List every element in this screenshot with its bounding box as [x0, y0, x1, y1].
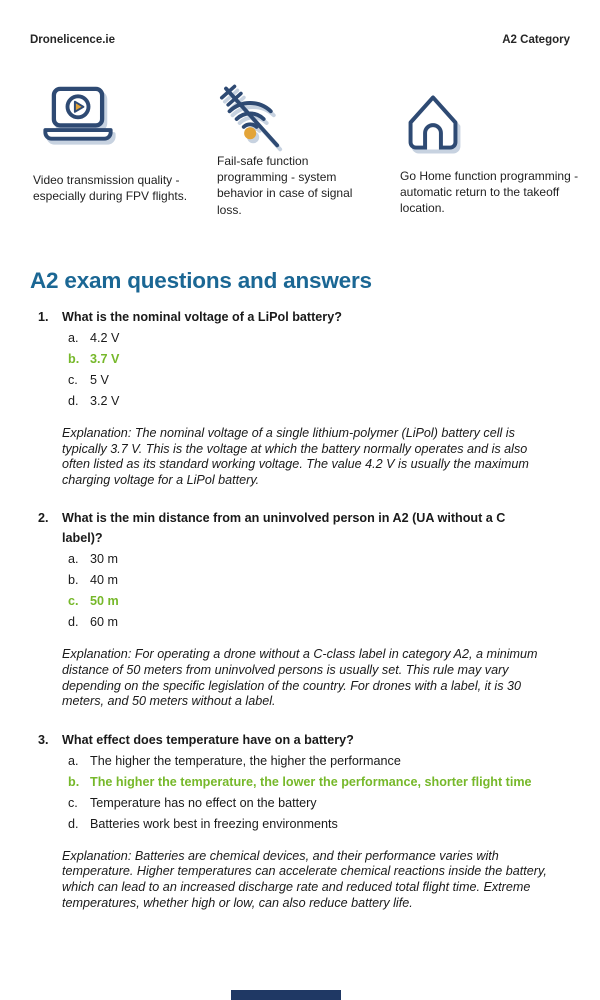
feature-caption: Go Home function programming - automatic return to the takeoff location.	[400, 169, 579, 216]
explanation-text: Explanation: The nominal voltage of a single lithium-polymer (LiPol) battery cell is typically 3.7 V. This is the voltage at which the battery normally operates and is also often listed as its standard working voltage. The value 4.2 V is usually the maximum charging voltage for a LiPol battery.	[62, 426, 529, 487]
option-row	[30, 612, 555, 633]
option-row	[30, 370, 555, 391]
option-row-correct	[30, 772, 555, 793]
site-name: Dronelicence.ie	[30, 34, 116, 46]
option-text: 3.7 V	[90, 352, 120, 366]
feature-caption: Fail-safe function programming - system behavior in case of signal loss.	[217, 154, 353, 217]
laptop-video-icon	[33, 85, 211, 155]
option-row	[30, 328, 555, 349]
question-text: What effect does temperature have on a battery?	[62, 732, 354, 747]
feature-video-transmission	[33, 85, 211, 204]
option-letter: a.	[68, 753, 79, 768]
option-row	[30, 391, 555, 412]
question-number: 1.	[38, 310, 49, 324]
question-item	[30, 730, 555, 911]
option-letter: b.	[68, 774, 80, 789]
feature-caption: Video transmission quality - especially during FPV flights.	[33, 173, 188, 204]
option-letter: c.	[68, 373, 78, 387]
option-row-correct	[30, 349, 555, 370]
option-letter: c.	[68, 594, 79, 609]
option-text: 60 m	[90, 615, 118, 630]
section-title: A2 exam questions and answers	[30, 268, 372, 293]
question-item	[30, 307, 555, 488]
question-heading	[30, 307, 555, 327]
question-item	[30, 508, 555, 709]
option-letter: b.	[68, 573, 79, 588]
option-row	[30, 570, 555, 591]
signal-loss-icon	[217, 80, 375, 151]
option-text: The higher the temperature, the lower the performance, shorter flight time	[90, 774, 532, 789]
feature-go-home	[400, 84, 580, 217]
option-row	[30, 814, 555, 835]
feature-fail-safe	[217, 80, 375, 218]
explanation-text: Explanation: Batteries are chemical devices, and their performance varies with temperature. Higher temperatures can accelerate chemical reactions inside the battery, which can lead to an increased discharge rate and reduced total flight time. Extreme temperatures, whether high or low, can also reduce battery life.	[62, 848, 547, 910]
question-number: 3.	[38, 732, 49, 747]
option-text: 40 m	[90, 573, 118, 588]
option-list	[30, 328, 555, 412]
option-letter: d.	[68, 615, 79, 630]
option-text: 30 m	[90, 552, 118, 567]
go-home-icon	[400, 84, 580, 161]
option-row	[30, 549, 555, 570]
question-text: What is the nominal voltage of a LiPol battery?	[62, 310, 342, 324]
explanation-text: Explanation: For operating a drone without a C-class label in category A2, a minimum distance of 50 meters from uninvolved persons is usually set. This rule may vary depending on the specific legislation of the country. For drones with a label, it is 30 meters, and 50 meters without a label.	[62, 647, 538, 709]
option-text: Temperature has no effect on the battery	[90, 795, 317, 810]
option-row-correct	[30, 591, 555, 612]
option-list	[30, 549, 555, 633]
option-letter: a.	[68, 331, 79, 345]
option-letter: a.	[68, 552, 79, 567]
footer-bar	[231, 990, 341, 1000]
option-row	[30, 793, 555, 814]
option-row	[30, 751, 555, 772]
page-header	[30, 34, 570, 46]
question-list	[30, 307, 555, 911]
option-text: 3.2 V	[90, 394, 120, 408]
option-letter: b.	[68, 352, 80, 366]
option-letter: d.	[68, 816, 79, 831]
question-heading	[30, 730, 555, 750]
option-text: 50 m	[90, 594, 119, 609]
question-heading	[30, 508, 555, 548]
option-text: 5 V	[90, 373, 109, 387]
question-number: 2.	[38, 511, 49, 526]
category-label: A2 Category	[502, 34, 570, 46]
option-text: The higher the temperature, the higher the performance	[90, 753, 401, 768]
option-list	[30, 751, 555, 835]
option-letter: d.	[68, 394, 79, 408]
exam-section	[30, 268, 555, 931]
option-text: Batteries work best in freezing environments	[90, 816, 338, 831]
option-letter: c.	[68, 795, 78, 810]
question-text: What is the min distance from an uninvolved person in A2 (UA without a C label)?	[62, 511, 506, 546]
option-text: 4.2 V	[90, 331, 120, 345]
